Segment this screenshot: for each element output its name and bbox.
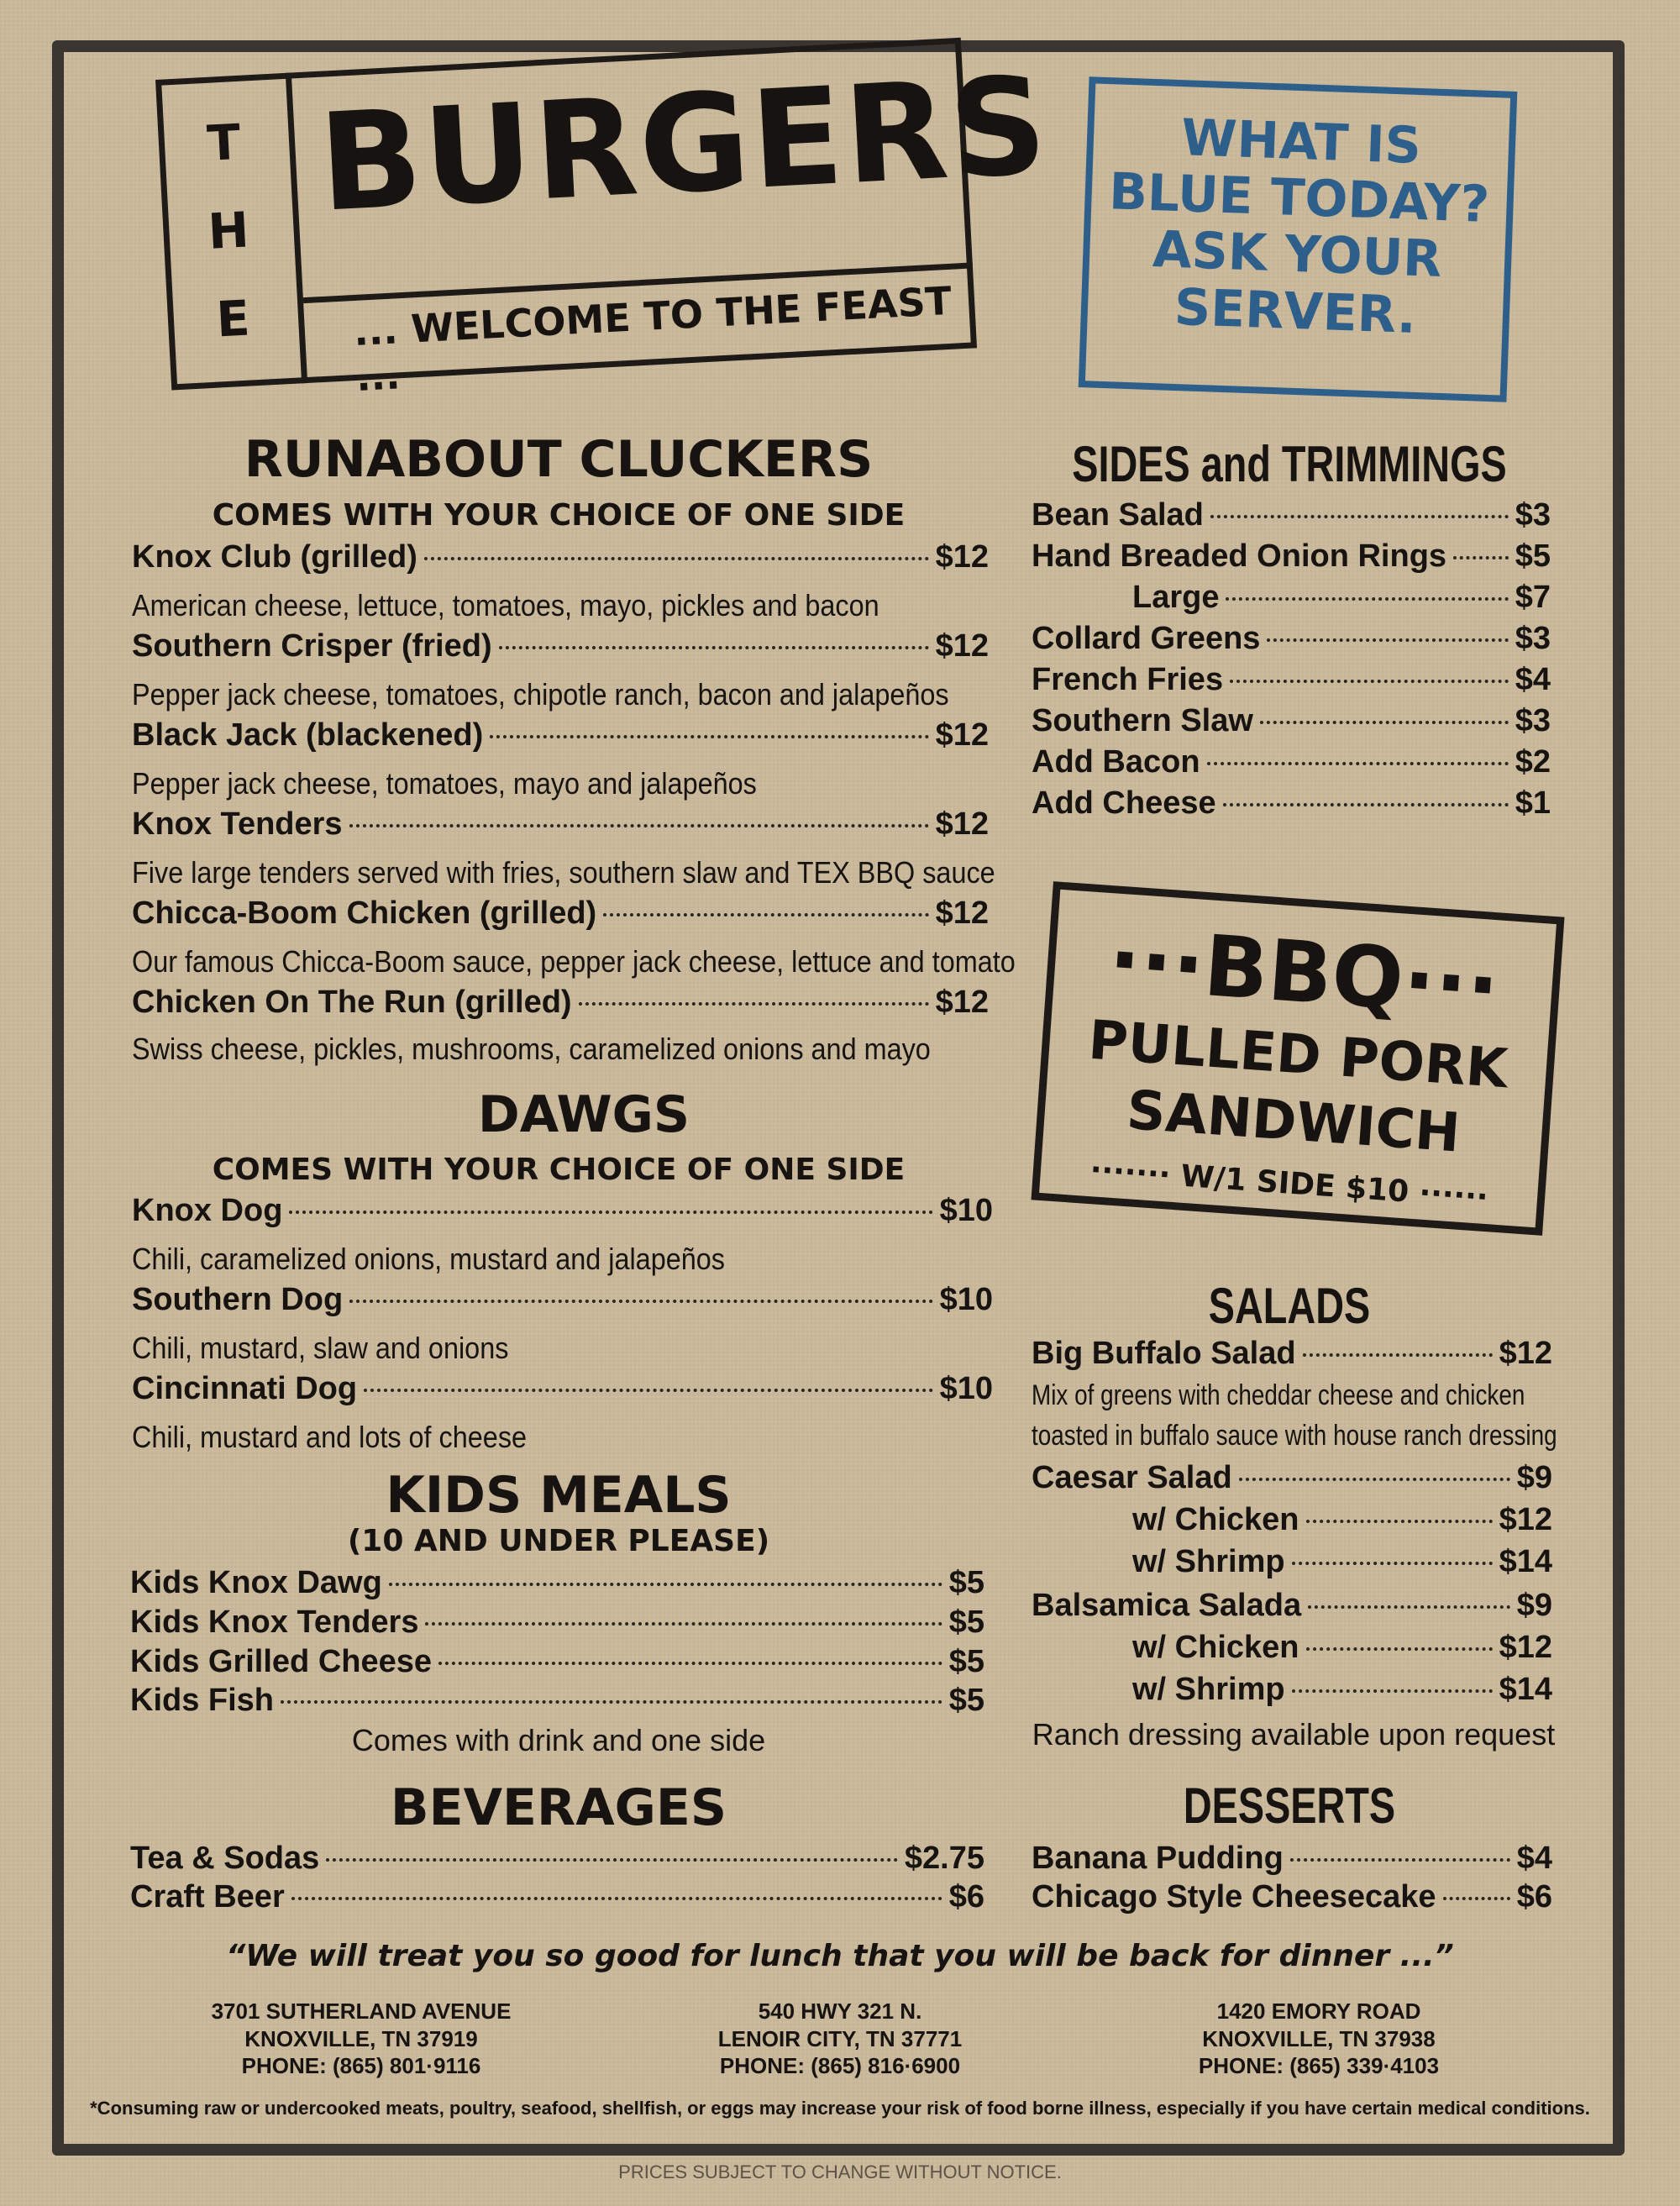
dot-leader (499, 646, 929, 649)
item-name: Kids Fish (130, 1683, 275, 1718)
menu-item (1032, 1460, 1552, 1496)
item-name: Big Buffalo Salad (1032, 1336, 1296, 1371)
item-price: $5 (948, 1644, 984, 1679)
dot-leader (1230, 680, 1509, 683)
kids-heading: KIDS MEALS (386, 1466, 732, 1525)
menu-item (130, 1644, 984, 1680)
menu-item (1032, 662, 1551, 698)
dot-leader (1226, 597, 1508, 601)
location-city: KNOXVILLE, TN 37938 (1202, 2025, 1436, 2051)
item-name: Craft Beer (130, 1879, 285, 1914)
menu-item (1132, 1630, 1552, 1666)
item-name: w/ Shrimp (1132, 1672, 1285, 1707)
dot-leader (1223, 803, 1509, 806)
menu-item (1032, 497, 1551, 533)
item-description: Chili, caramelized onions, mustard and jalapeños (132, 1242, 725, 1276)
location-street: 3701 SUTHERLAND AVENUE (211, 1999, 512, 2024)
location-city: LENOIR CITY, TN 37771 (717, 2025, 963, 2051)
dot-leader (438, 1662, 942, 1665)
dot-leader (1239, 1478, 1510, 1481)
dot-leader (364, 1389, 932, 1392)
item-name: w/ Chicken (1132, 1630, 1299, 1665)
item-name: w/ Chicken (1132, 1502, 1299, 1537)
price-notice: PRICES SUBJECT TO CHANGE WITHOUT NOTICE. (618, 2161, 1062, 2182)
item-description: toasted in buffalo sauce with house ranch dressing (1032, 1420, 1557, 1452)
item-name: Collard Greens (1032, 621, 1261, 656)
item-description: Our famous Chicca-Boom sauce, pepper jack cheese, lettuce and tomato (132, 944, 1016, 979)
item-price: $4 (1516, 1841, 1552, 1876)
location-city: KNOXVILLE, TN 37919 (244, 2025, 478, 2051)
item-price: $3 (1515, 497, 1551, 533)
item-name: Balsamica Salada (1032, 1588, 1302, 1623)
dot-leader (603, 913, 928, 917)
item-price: $9 (1516, 1460, 1552, 1495)
menu-item (1032, 1336, 1552, 1372)
item-name: Kids Knox Dawg (130, 1565, 382, 1600)
menu-item (1032, 1841, 1552, 1877)
item-price: $5 (948, 1605, 984, 1640)
item-price: $1 (1515, 785, 1551, 821)
item-name: Cincinnati Dog (132, 1371, 358, 1406)
kids-note: Comes with drink and one side (351, 1723, 766, 1757)
item-name: Bean Salad (1032, 497, 1204, 533)
menu-item (1032, 703, 1551, 739)
location-phone: PHONE: (865) 339·4103 (1198, 2053, 1440, 2078)
menu-item (130, 1683, 984, 1719)
item-price: $3 (1515, 621, 1551, 656)
location-phone: PHONE: (865) 816·6900 (719, 2053, 961, 2078)
dot-leader (579, 1002, 929, 1006)
menu-item (132, 985, 989, 1021)
title-stamp (155, 38, 1053, 400)
item-name: Southern Dog (132, 1282, 344, 1317)
item-price: $12 (935, 539, 989, 575)
item-description: Chili, mustard, slaw and onions (132, 1331, 509, 1365)
item-price: $12 (935, 985, 989, 1020)
item-description: Swiss cheese, pickles, mushrooms, caramelized onions and mayo (132, 1032, 931, 1066)
menu-item (132, 628, 989, 664)
menu-item (132, 806, 989, 843)
item-name: Caesar Salad (1032, 1460, 1232, 1495)
menu-item (1132, 1544, 1552, 1580)
item-description: Chili, mustard and lots of cheese (132, 1420, 528, 1454)
dot-leader (1210, 515, 1509, 518)
blue-stamp-line: SERVER. (1173, 277, 1418, 345)
cluckers-subheading: COMES WITH YOUR CHOICE OF ONE SIDE (212, 498, 906, 533)
item-price: $12 (935, 717, 989, 753)
menu-item (132, 717, 989, 754)
menu-item (130, 1879, 984, 1915)
item-price: $5 (1515, 538, 1551, 574)
item-price: $2 (1515, 744, 1551, 780)
item-price: $6 (1516, 1879, 1552, 1914)
item-name: Southern Slaw (1032, 703, 1253, 738)
bbq-line: SANDWICH (1124, 1079, 1462, 1165)
title-letter-t: T (205, 113, 243, 172)
location-phone: PHONE: (865) 801·9116 (241, 2053, 481, 2078)
menu-item (1032, 1588, 1552, 1624)
item-name: Tea & Sodas (130, 1841, 320, 1876)
dot-leader (281, 1700, 942, 1704)
menu-item (132, 1282, 993, 1318)
menu-item (132, 1193, 993, 1229)
dot-leader (291, 1897, 942, 1900)
location-street: 1420 EMORY ROAD (1216, 1999, 1421, 2024)
bbq-line: PULLED PORK (1086, 1009, 1510, 1101)
item-price: $12 (935, 896, 989, 931)
item-name: Kids Knox Tenders (130, 1605, 419, 1640)
item-price: $10 (939, 1193, 993, 1228)
item-price: $4 (1515, 662, 1551, 697)
blue-special-stamp (1079, 76, 1518, 402)
menu-item (1032, 1879, 1552, 1915)
title-letter-e: E (214, 289, 252, 349)
item-price: $7 (1515, 580, 1551, 615)
dot-leader (1290, 1858, 1510, 1862)
item-name: Kids Grilled Cheese (130, 1644, 433, 1679)
dot-leader (326, 1858, 898, 1862)
menu-item (1032, 744, 1551, 780)
item-name: Chicca-Boom Chicken (grilled) (132, 896, 597, 931)
dawgs-subheading: COMES WITH YOUR CHOICE OF ONE SIDE (212, 1153, 906, 1187)
item-name: Chicken On The Run (grilled) (132, 985, 572, 1020)
item-price: $9 (1516, 1588, 1552, 1623)
dot-leader (490, 735, 928, 738)
restaurant-title: BURGERS (315, 46, 1053, 242)
item-price: $12 (1499, 1336, 1552, 1371)
item-name: Add Bacon (1032, 744, 1200, 780)
item-name: French Fries (1032, 662, 1224, 697)
dot-leader (349, 824, 929, 827)
dot-leader (1207, 762, 1509, 765)
item-name: Hand Breaded Onion Rings (1032, 538, 1447, 574)
dot-leader (349, 1300, 932, 1303)
item-description: Pepper jack cheese, tomatoes, mayo and jalapeños (132, 766, 757, 801)
location-block (1067, 1998, 1571, 2080)
dot-leader (389, 1583, 942, 1586)
dot-leader (1292, 1689, 1493, 1693)
title-letter-h: H (206, 201, 251, 260)
dawgs-heading: DAWGS (477, 1085, 690, 1144)
bbq-title: ···BBQ··· (1105, 910, 1503, 1036)
item-name: Banana Pudding (1032, 1841, 1284, 1876)
blue-stamp-line: ASK YOUR (1152, 220, 1443, 290)
health-disclaimer: *Consuming raw or undercooked meats, poultry, seafood, shellfish, or eggs may increase your risk of food borne illness, especially if you have certain medical conditions. (90, 2098, 1590, 2119)
menu-item (1132, 580, 1551, 616)
item-price: $12 (1499, 1630, 1552, 1665)
cluckers-heading: RUNABOUT CLUCKERS (244, 430, 874, 489)
item-name: Large (1132, 580, 1220, 615)
item-price: $3 (1515, 703, 1551, 738)
salads-heading: SALADS (1208, 1278, 1371, 1334)
menu-item (130, 1841, 984, 1877)
menu-item (1032, 621, 1551, 657)
dot-leader (1443, 1897, 1510, 1900)
dot-leader (1308, 1605, 1510, 1609)
kids-subheading: (10 AND UNDER PLEASE) (347, 1524, 770, 1558)
salads-note: Ranch dressing available upon request (1032, 1717, 1556, 1752)
menu-item (130, 1605, 984, 1641)
sides-heading: SIDES and TRIMMINGS (1072, 436, 1507, 492)
bbq-special-stamp (1031, 881, 1564, 1236)
dot-leader (424, 557, 929, 560)
menu-item (132, 1371, 993, 1407)
item-name: Southern Crisper (fried) (132, 628, 492, 664)
blue-stamp-line: WHAT IS (1180, 108, 1422, 176)
item-price: $10 (939, 1371, 993, 1406)
dot-leader (1306, 1520, 1493, 1523)
item-price: $14 (1499, 1544, 1552, 1579)
dot-leader (1260, 721, 1509, 724)
item-description: Pepper jack cheese, tomatoes, chipotle ranch, bacon and jalapeños (132, 677, 949, 712)
item-name: Knox Tenders (132, 806, 343, 842)
dot-leader (1306, 1647, 1493, 1651)
menu-item (132, 539, 989, 575)
location-block (588, 1998, 1092, 2080)
dot-leader (1292, 1562, 1493, 1565)
item-name: Add Cheese (1032, 785, 1216, 821)
item-description: Mix of greens with cheddar cheese and chicken (1032, 1379, 1525, 1411)
menu-item (1132, 1502, 1552, 1538)
location-block (109, 1998, 613, 2080)
item-price: $5 (948, 1683, 984, 1718)
tagline: ... WELCOME TO THE FEAST ... (352, 277, 953, 400)
dot-leader (289, 1211, 932, 1214)
menu-item (1032, 785, 1551, 822)
item-price: $14 (1499, 1672, 1552, 1707)
item-price: $12 (935, 806, 989, 842)
item-price: $2.75 (904, 1841, 984, 1876)
item-name: Chicago Style Cheesecake (1032, 1879, 1436, 1914)
dot-leader (1453, 556, 1509, 559)
item-description: Five large tenders served with fries, southern slaw and TEX BBQ sauce (132, 855, 995, 890)
dot-leader (1303, 1353, 1493, 1357)
dot-leader (1267, 638, 1508, 642)
item-price: $6 (948, 1879, 984, 1914)
item-description: American cheese, lettuce, tomatoes, mayo, pickles and bacon (132, 588, 879, 622)
menu-item (130, 1565, 984, 1601)
slogan-quote: “We will treat you so good for lunch that you will be back for dinner ...” (226, 1939, 1454, 1973)
menu-item (1132, 1672, 1552, 1708)
item-name: Black Jack (blackened) (132, 717, 484, 753)
blue-stamp-line: BLUE TODAY? (1108, 162, 1491, 235)
item-price: $12 (1499, 1502, 1552, 1537)
item-price: $5 (948, 1565, 984, 1600)
item-name: w/ Shrimp (1132, 1544, 1285, 1579)
item-price: $12 (935, 628, 989, 664)
menu-item (132, 896, 989, 932)
beverages-heading: BEVERAGES (390, 1778, 727, 1837)
desserts-heading: DESSERTS (1183, 1778, 1396, 1834)
location-street: 540 HWY 321 N. (758, 1999, 922, 2024)
item-price: $10 (939, 1282, 993, 1317)
dot-leader (425, 1622, 942, 1626)
bbq-side-price: ······· W/1 SIDE $10 ······ (1089, 1153, 1489, 1216)
item-name: Knox Club (grilled) (132, 539, 417, 575)
menu-item (1032, 538, 1551, 575)
item-name: Knox Dog (132, 1193, 283, 1228)
